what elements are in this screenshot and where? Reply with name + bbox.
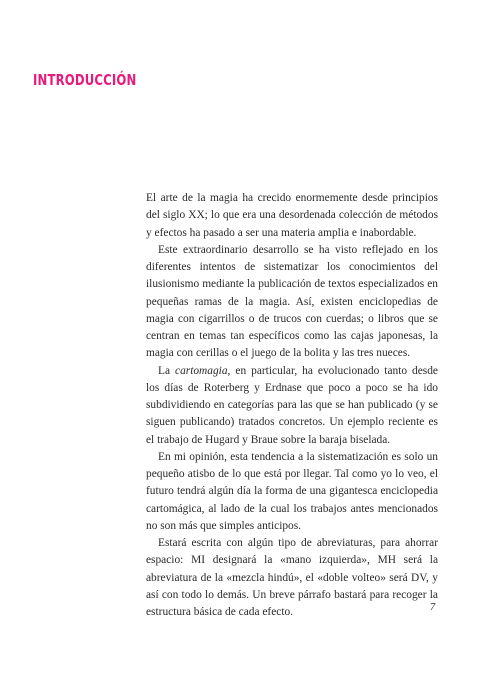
paragraph-2: Este extraordinario desarrollo se ha visto reflejado en los diferentes intentos de sistematizar los conocimientos del ilusionismo mediante la publicación de textos especializados en pequeñas ramas de la magia. Así, existen enciclopedias de magia con cigarrillos o de trucos con cuerdas; o libros que se centran en temas tan específicos como las cajas japonesas, la magia con cerillas o el juego de la bolita y las tres nueces.	[146, 243, 438, 360]
paragraph-4: En mi opinión, esta tendencia a la sistematización es solo un pequeño atisbo de lo que está por llegar. Tal como yo lo veo, el futuro tendrá algún día la forma de una gigantesca enciclopedia cartomágica, al lado de la cual los trabajos antes mencionados no son más que simples anticipos.	[146, 450, 438, 532]
paragraph-3-rest: , en particular, ha evolucionado tanto desde los días de Roterberg y Erdnase que poco a poco se ha ido subdividiendo en categorías para las que se han publicado (y se siguen publicando) tratados concretos. Un ejemplo reciente es el trabajo de Hugard y Braue sobre la baraja biselada.	[146, 364, 438, 446]
page-number: 7	[430, 602, 436, 613]
chapter-title: INTRODUCCIÓN	[33, 71, 137, 89]
paragraph-3-lead: La	[158, 364, 176, 377]
body-text	[146, 190, 438, 621]
paragraph-3	[146, 363, 438, 449]
cartomagia-term: cartomagia	[175, 364, 228, 377]
paragraph-1: El arte de la magia ha crecido enormemente desde principios del siglo XX; lo que era una desordenada colección de métodos y efectos ha pasado a ser una materia amplia e inabordable.	[146, 192, 438, 239]
paragraph-5: Estará escrita con algún tipo de abreviaturas, para ahorrar espacio: MI designará la «mano izquierda», MH será la abreviatura de la «mezcla hindú», el «doble volteo» será DV, y así con todo lo demás. Un breve párrafo bastará para recoger la estructura básica de cada efecto.	[146, 537, 438, 618]
